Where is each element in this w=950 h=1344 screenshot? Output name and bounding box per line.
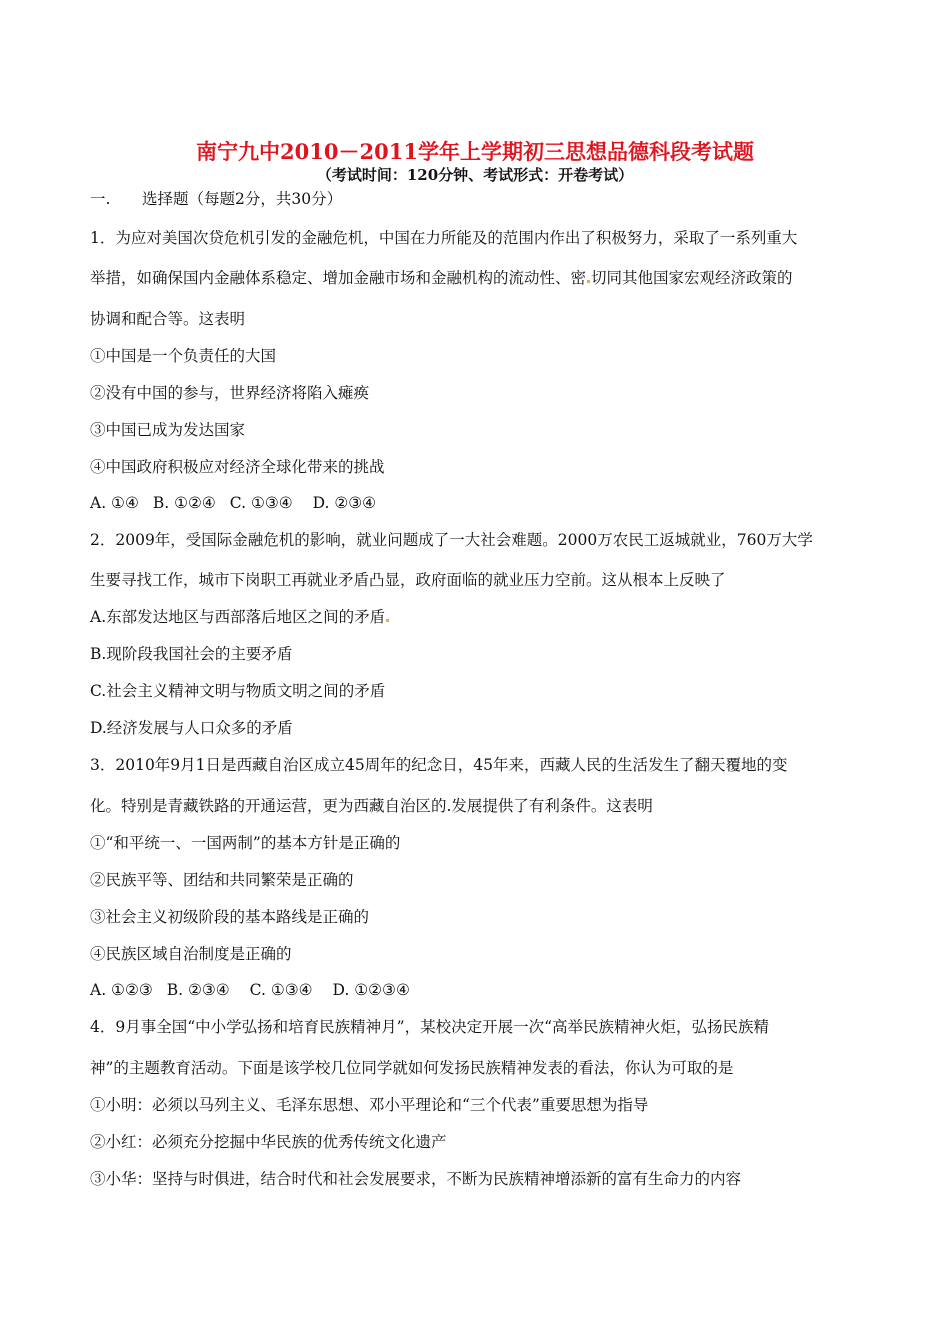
q1-stem-line-2 <box>90 268 865 288</box>
q3-option-1: ①“和平统一、一国两制”的基本方针是正确的 <box>90 834 401 852</box>
q2-option-a <box>90 607 865 627</box>
q3-choice-b: B. ②③④ <box>166 981 230 999</box>
q2-option-a-text: A.东部发达地区与西部落后地区之间的矛盾 <box>90 608 386 626</box>
q1-option-2: ②没有中国的参与，世界经济将陷入瘫痪 <box>90 384 370 402</box>
q1-choice-b: B. ①②④ <box>152 494 216 512</box>
section-number: 一. <box>90 190 111 208</box>
mark-dot <box>587 280 590 283</box>
q3-option-4: ④民族区域自治制度是正确的 <box>90 945 292 963</box>
q1-option-4: ④中国政府积极应对经济全球化带来的挑战 <box>90 458 385 476</box>
q1-option-3: ③中国已成为发达国家 <box>90 421 246 439</box>
q1-stem-line-2b: 切同其他国家宏观经济政策的 <box>591 269 793 287</box>
q4-option-2: ②小红：必须充分挖掘中华民族的优秀传统文化遗产 <box>90 1133 447 1151</box>
q3-choice-a: A. ①②③ <box>90 981 153 999</box>
q4-option-3: ③小华：坚持与时俱进，结合时代和社会发展要求，不断为民族精神增添新的富有生命力的内容 <box>90 1170 742 1188</box>
section-label: 选择题（每题2分，共30分） <box>142 190 343 208</box>
q1-stem-line-2a: 举措，如确保国内金融体系稳定、增加金融市场和金融机构的流动性、密 <box>90 269 587 287</box>
mark-dot <box>386 619 389 622</box>
exam-subtitle: （考试时间：120分钟、考试形式：开卷考试） <box>316 166 634 184</box>
q3-stem-line-2: 化。特别是青藏铁路的开通运营，更为西藏自治区的.发展提供了有利条件。这表明 <box>90 797 653 815</box>
q3-choice-d: D. ①②③④ <box>332 981 410 999</box>
q2-option-b: B.现阶段我国社会的主要矛盾 <box>90 645 293 663</box>
q1-choice-c: C. ①③④ <box>229 494 293 512</box>
q1-stem-line-3: 协调和配合等。这表明 <box>90 310 246 328</box>
q1-stem-line-1: 1．为应对美国次贷危机引发的金融危机，中国在力所能及的范围内作出了积极努力，采取了一系列重大 <box>90 229 798 247</box>
q3-choice-c: C. ①③④ <box>249 981 313 999</box>
q2-option-c: C.社会主义精神文明与物质文明之间的矛盾 <box>90 682 386 700</box>
q2-stem-line-2: 生要寻找工作，城市下岗职工再就业矛盾凸显，政府面临的就业压力空前。这从根本上反映了 <box>90 571 726 589</box>
section-heading <box>90 189 865 209</box>
q4-stem-line-2: 神”的主题教育活动。下面是该学校几位同学就如何发扬民族精神发表的看法，你认为可取的是 <box>90 1059 734 1077</box>
q3-option-2: ②民族平等、团结和共同繁荣是正确的 <box>90 871 354 889</box>
q3-stem-line-1: 3．2010年9月1日是西藏自治区成立45周年的纪念日，45年来，西藏人民的生活发生了翻天覆地的变 <box>90 756 788 774</box>
q2-option-d: D.经济发展与人口众多的矛盾 <box>90 719 293 737</box>
q4-option-1: ①小明：必须以马列主义、毛泽东思想、邓小平理论和“三个代表”重要思想为指导 <box>90 1096 649 1114</box>
q3-choices <box>90 980 865 1000</box>
q1-option-1: ①中国是一个负责任的大国 <box>90 347 277 365</box>
q4-stem-line-1: 4．9月事全国“中小学弘扬和培育民族精神月”，某校决定开展一次“高举民族精神火炬，弘扬民族精 <box>90 1018 769 1036</box>
exam-title: 南宁九中2010－2011学年上学期初三思想品德科段考试题 <box>196 139 754 164</box>
q1-choices <box>90 493 865 513</box>
q3-option-3: ③社会主义初级阶段的基本路线是正确的 <box>90 908 370 926</box>
q1-choice-a: A. ①④ <box>90 494 139 512</box>
q2-stem-line-1: 2．2009年，受国际金融危机的影响，就业问题成了一大社会难题。2000万农民工返城就业，760万大学 <box>90 531 813 549</box>
q1-choice-d: D. ②③④ <box>312 494 377 512</box>
